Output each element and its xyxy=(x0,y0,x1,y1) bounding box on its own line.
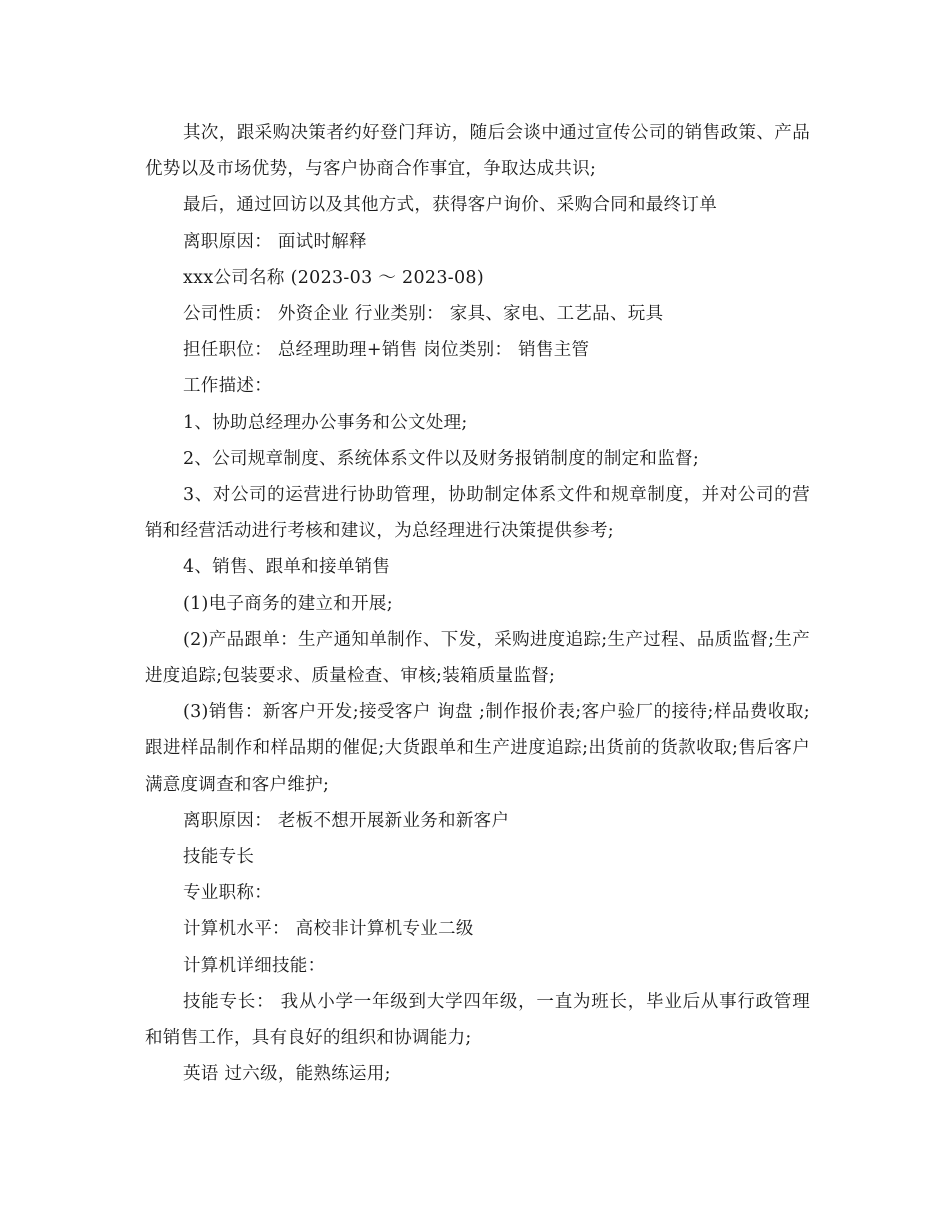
paragraph-leave-reason-1: 离职原因： 面试时解释 xyxy=(183,231,367,252)
paragraph-english: 英语 过六级，能熟练运用; xyxy=(183,1064,391,1085)
paragraph-visit: 其次，跟采购决策者约好登门拜访，随后会谈中通过宣传公司的销售政策、产品优势以及市场优势，与客户协商合作事宜，争取达成共识; xyxy=(145,123,810,180)
document-body xyxy=(145,115,810,1092)
paragraph-sub-duty-1: (1)电子商务的建立和开展; xyxy=(183,593,393,614)
paragraph-followup: 最后，通过回访以及其他方式，获得客户询价、采购合同和最终订单 xyxy=(183,195,717,216)
paragraph-skill-summary: 技能专长： 我从小学一年级到大学四年级，一直为班长，毕业后从事行政管理和销售工作，具有良好的组织和协调能力; xyxy=(145,991,810,1049)
paragraph-job-description-heading: 工作描述： xyxy=(183,376,272,397)
paragraph-company-type: 公司性质： 外资企业 行业类别： 家具、家电、工艺品、玩具 xyxy=(183,304,664,325)
paragraph-company-name: xxx公司名称 (2023-03 ～ 2023-08) xyxy=(183,267,484,288)
paragraph-computer-level: 计算机水平： 高校非计算机专业二级 xyxy=(183,919,474,940)
paragraph-duty-2: 2、公司规章制度、系统体系文件以及财务报销制度的制定和监督; xyxy=(183,448,700,469)
paragraph-duty-3: 3、对公司的运营进行协助管理，协助制定体系文件和规章制度，并对公司的营销和经营活动进行考核和建议，为总经理进行决策提供参考; xyxy=(145,485,810,542)
paragraph-position: 担任职位： 总经理助理+销售 岗位类别： 销售主管 xyxy=(183,340,590,361)
paragraph-duty-1: 1、协助总经理办公事务和公文处理; xyxy=(183,412,468,433)
paragraph-skills-heading: 技能专长 xyxy=(183,847,255,868)
paragraph-sub-duty-3: (3)销售：新客户开发;接受客户 询盘 ;制作报价表;客户验厂的接待;样品费收取;跟进样品制作和样品期的催促;大货跟单和生产进度追踪;出货前的货款收取;售后客户满意度调查和客户维护; xyxy=(145,702,810,795)
paragraph-computer-skills: 计算机详细技能： xyxy=(183,955,326,976)
paragraph-sub-duty-2: (2)产品跟单：生产通知单制作、下发，采购进度追踪;生产过程、品质监督;生产进度追踪;包装要求、质量检查、审核;装箱质量监督; xyxy=(145,629,810,687)
paragraph-leave-reason-2: 离职原因： 老板不想开展新业务和新客户 xyxy=(183,810,510,831)
paragraph-duty-4: 4、销售、跟单和接单销售 xyxy=(183,557,391,578)
paragraph-professional-title: 专业职称： xyxy=(183,883,272,904)
